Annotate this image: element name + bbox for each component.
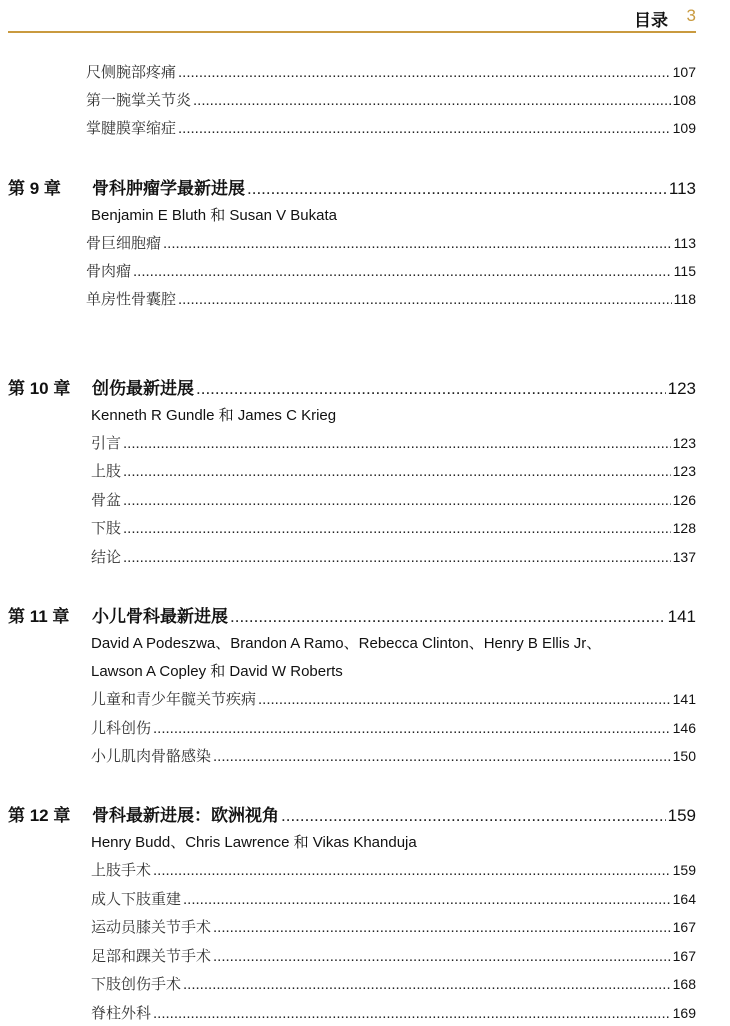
header-label: 目录 [634,11,668,30]
chapter-11-authors-line2: Lawson A Copley 和 David W Roberts [91,663,343,680]
toc-entry[interactable]: 成人下肢重建 ..... 164 [91,888,696,910]
toc-entry[interactable]: 足部和踝关节手术 ..... 167 [91,945,696,967]
toc-entry[interactable]: 引言 ..... 123 [91,432,696,454]
chapter-12-authors: Henry Budd、Chris Lawrence 和 Vikas Khanduja [91,834,417,851]
toc-entry[interactable]: 上肢手术 ..... 159 [91,859,696,881]
toc-entry[interactable]: 儿童和青少年髋关节疾病 ..... 141 [91,688,696,710]
chapter-10-authors: Kenneth R Gundle 和 James C Krieg [91,407,337,424]
toc-entry[interactable]: 下肢 ..... 128 [91,517,696,539]
toc-entry[interactable]: 骨盆 ..... 126 [91,489,696,511]
toc-entry[interactable]: 掌腱膜挛缩症 ..... 109 [86,117,696,139]
toc-entry[interactable]: 上肢 ..... 123 [91,460,696,482]
toc-entry[interactable]: 下肢创伤手术 ..... 168 [91,973,696,995]
chapter-12-heading[interactable]: 第 12 章 骨科最新进展：欧洲视角 ..... 159 [8,801,696,827]
chapter-9-heading[interactable]: 第 9 章 骨科肿瘤学最新进展 ..... 113 [8,174,696,200]
toc-entry[interactable]: 尺侧腕部疼痛 ..... 107 [86,61,696,83]
chapter-9-authors: Benjamin E Bluth 和 Susan V Bukata [91,207,337,224]
toc-entry[interactable]: 小儿肌肉骨骼感染 ..... 150 [91,745,696,767]
toc-entry[interactable]: 运动员膝关节手术 ..... 167 [91,916,696,938]
header-page-number: 3 [686,6,696,25]
chapter-11-authors-line1: David A Podeszwa、Brandon A Ramo、Rebecca Clinton、Henry B Ellis Jr、 [91,635,602,652]
toc-entry[interactable]: 结论 ..... 137 [91,546,696,568]
toc-entry[interactable]: 骨肉瘤 ..... 115 [86,260,696,282]
toc-entry[interactable]: 骨巨细胞瘤 ..... 113 [86,232,696,254]
running-header [8,0,696,33]
chapter-11-heading[interactable]: 第 11 章 小儿骨科最新进展 ..... 141 [8,602,696,628]
chapter-10-heading[interactable]: 第 10 章 创伤最新进展 ..... 123 [8,374,696,400]
toc-entry[interactable]: 儿科创伤 ..... 146 [91,717,696,739]
toc-entry[interactable]: 脊柱外科 ..... 169 [91,1002,696,1024]
toc-entry[interactable]: 第一腕掌关节炎 ..... 108 [86,89,696,111]
toc-entry[interactable]: 单房性骨囊腔 ..... 118 [86,288,696,310]
